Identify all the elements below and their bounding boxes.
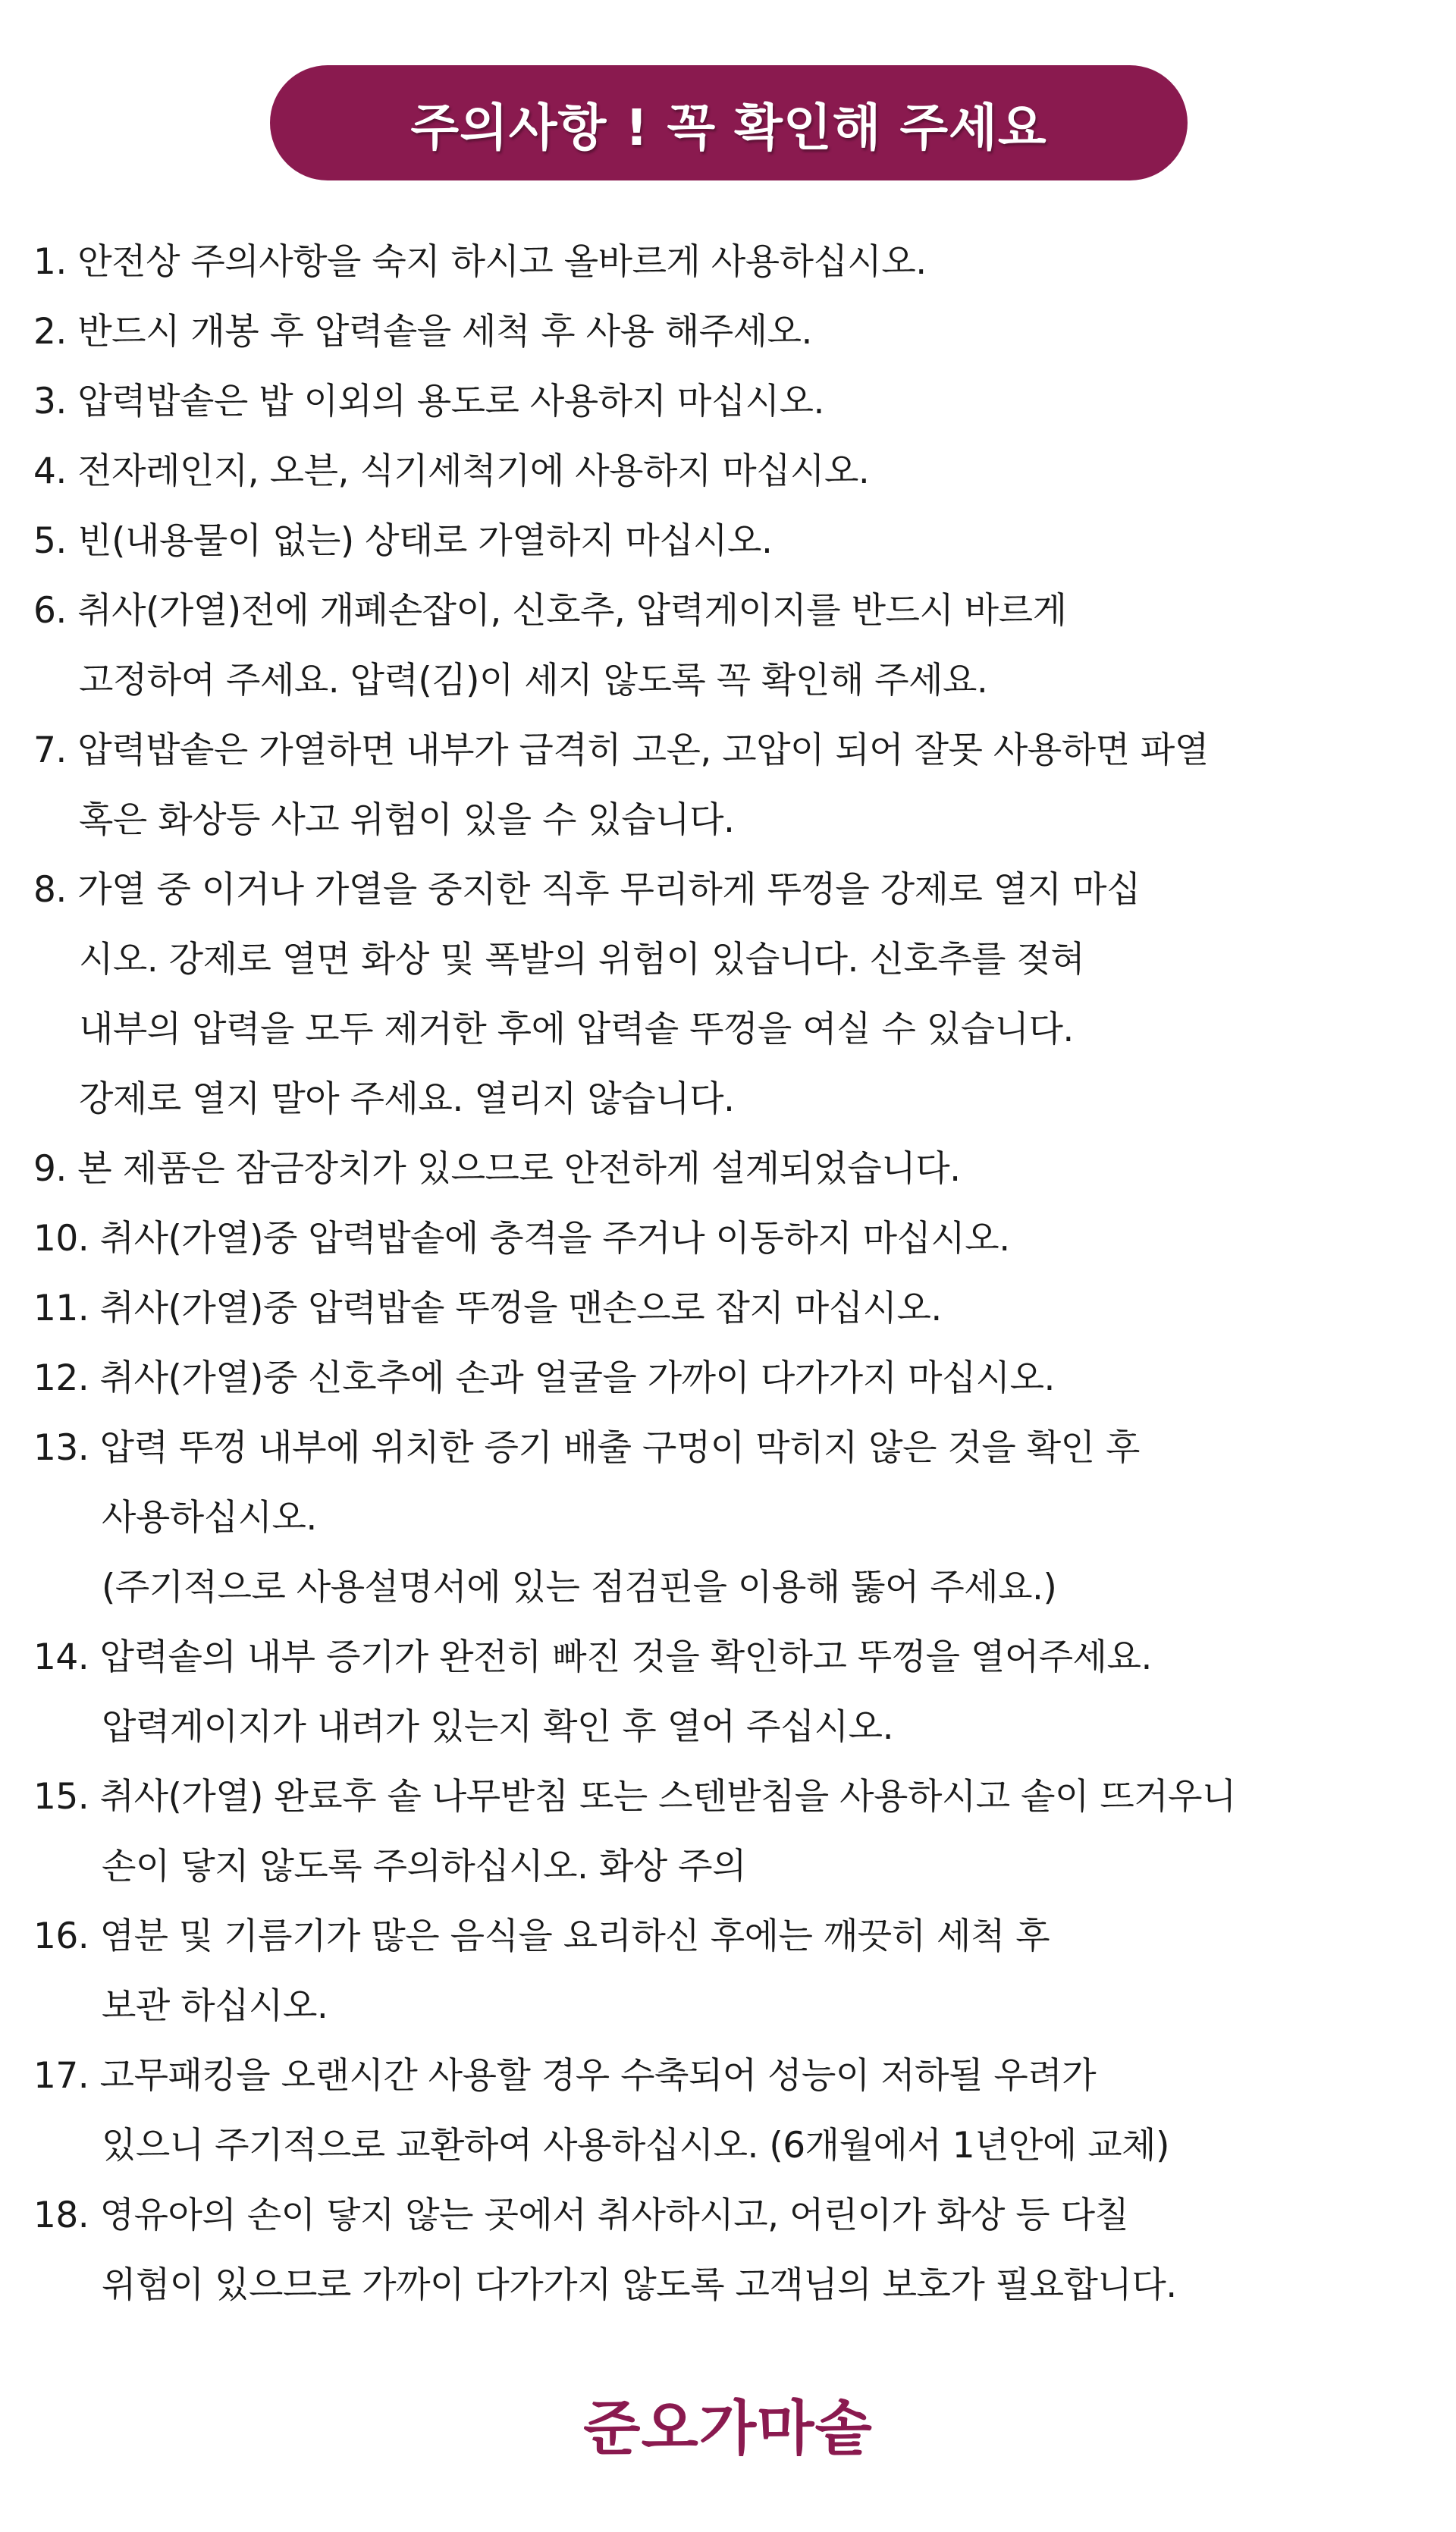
notice-item-8-continuation: 내부의 압력을 모두 제거한 후에 압력솥 뚜껑을 여실 수 있습니다. <box>79 1009 1074 1050</box>
notice-item-6: 6. 취사(가열)전에 개폐손잡이, 신호추, 압력게이지를 반드시 바르게 <box>33 590 1067 632</box>
notice-item-17: 17. 고무패킹을 오랜시간 사용할 경우 수축되어 성능이 저하될 우려가 <box>33 2055 1097 2097</box>
notice-item-8-continuation: 강제로 열지 말아 주세요. 열리지 않습니다. <box>79 1078 735 1120</box>
notice-item-15: 15. 취사(가열) 완료후 솥 나무받침 또는 스텐받침을 사용하시고 솥이 뜨거우니 <box>33 1776 1236 1818</box>
notice-item-12: 12. 취사(가열)중 신호추에 손과 얼굴을 가까이 다가가지 마십시오. <box>33 1357 1055 1399</box>
notice-item-18: 18. 영유아의 손이 닿지 않는 곳에서 취사하시고, 어린이가 화상 등 다칠 <box>33 2195 1129 2236</box>
notice-item-5: 5. 빈(내용물이 없는) 상태로 가열하지 마십시오. <box>33 520 773 562</box>
notice-item-13-continuation: (주기적으로 사용설명서에 있는 점검핀을 이용해 뚫어 주세요.) <box>102 1567 1057 1608</box>
notice-item-11: 11. 취사(가열)중 압력밥솥 뚜껑을 맨손으로 잡지 마십시오. <box>33 1288 942 1329</box>
notice-item-10: 10. 취사(가열)중 압력밥솥에 충격을 주거나 이동하지 마십시오. <box>33 1218 1010 1260</box>
notice-item-17-continuation: 있으니 주기적으로 교환하여 사용하십시오. (6개월에서 1년안에 교체) <box>102 2125 1169 2166</box>
notice-item-16-continuation: 보관 하십시오. <box>102 1985 328 2027</box>
page-title: 주의사항 ! 꼭 확인해 주세요 <box>410 98 1047 157</box>
notice-item-14: 14. 압력솥의 내부 증기가 완전히 빠진 것을 확인하고 뚜껑을 열어주세요. <box>33 1636 1152 1678</box>
notice-list <box>33 227 1429 2320</box>
notice-item-13-continuation: 사용하십시오. <box>102 1497 317 1539</box>
notice-item-7-continuation: 혹은 화상등 사고 위험이 있을 수 있습니다. <box>79 799 735 841</box>
notice-item-8-continuation: 시오. 강제로 열면 화상 및 폭발의 위험이 있습니다. 신호추를 젖혀 <box>79 939 1085 980</box>
notice-item-15-continuation: 손이 닿지 않도록 주의하십시오. 화상 주의 <box>102 1846 746 1887</box>
notice-item-16: 16. 염분 및 기름기가 많은 음식을 요리하신 후에는 깨끗히 세척 후 <box>33 1915 1050 1957</box>
notice-item-6-continuation: 고정하여 주세요. 압력(김)이 세지 않도록 꼭 확인해 주세요. <box>79 660 988 701</box>
header-banner <box>270 65 1188 180</box>
notice-item-2: 2. 반드시 개봉 후 압력솥을 세척 후 사용 해주세오. <box>33 311 812 353</box>
brand-name: 준오가마솥 <box>583 2395 873 2463</box>
notice-item-3: 3. 압력밥솥은 밥 이외의 용도로 사용하지 마십시오. <box>33 381 824 422</box>
notice-item-8: 8. 가열 중 이거나 가열을 중지한 직후 무리하게 뚜껑을 강제로 열지 마십 <box>33 869 1141 911</box>
notice-item-18-continuation: 위험이 있으므로 가까이 다가가지 않도록 고객님의 보호가 필요합니다. <box>102 2264 1177 2306</box>
notice-item-9: 9. 본 제품은 잠금장치가 있으므로 안전하게 설계되었습니다. <box>33 1148 961 1190</box>
notice-item-13: 13. 압력 뚜껑 내부에 위치한 증기 배출 구멍이 막히지 않은 것을 확인 후 <box>33 1427 1140 1469</box>
notice-item-14-continuation: 압력게이지가 내려가 있는지 확인 후 열어 주십시오. <box>102 1706 894 1748</box>
notice-item-1: 1. 안전상 주의사항을 숙지 하시고 올바르게 사용하십시오. <box>33 241 927 283</box>
notice-item-4: 4. 전자레인지, 오븐, 식기세척기에 사용하지 마십시오. <box>33 450 870 492</box>
notice-item-7: 7. 압력밥솥은 가열하면 내부가 급격히 고온, 고압이 되어 잘못 사용하면 파열 <box>33 729 1209 771</box>
